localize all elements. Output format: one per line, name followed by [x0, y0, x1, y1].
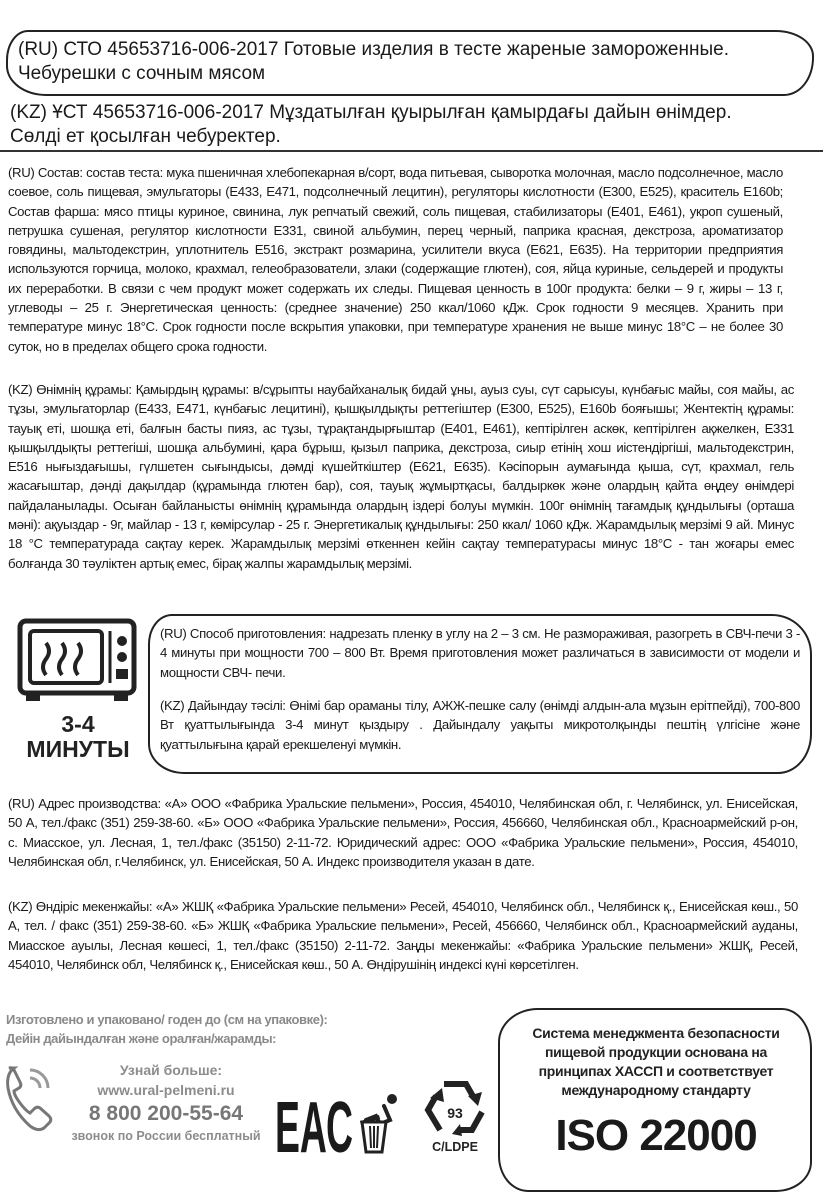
composition-ru-text: (RU) Состав: состав теста: мука пшеничная хлебопекарная в/сорт, вода питьевая, сыворотка молочная, масло подсолнечное, масло соевое, соль пищевая, эмульгаторы (Е433, Е471, подсолнечный лецитин), регуляторы кислотности (Е300, Е525), краситель Е160b; Состав фарша: мясо птицы куриное, свинина, лук репчатый свежий, соль пищевая, стабилизаторы (Е401, Е461), укроп сушеный, петрушка сушеная, регулятор кислотности Е331, свиной альбумин, перец черный, паприка красная, декстроза, ароматизатор говядины, мальтодекстрин, уплотнитель Е516, экстракт розмарина, усилители вкуса (Е621, Е635). На территории предприятия используются горчица, молоко, крахмал, гелеобразователи, злаки (содержащие глютен), соя, яйца куриные, сельдерей и продукты их переработки. В связи с чем продукт может содержать их следы. Пищевая ценность в 100г продукта: белки – 9 г, жиры – 13 г, углеводы – 25 г. Энергетическая ценность: (среднее значение) 250 ккал/1060 кДж. Срок годности 9 месяцев. Хранить при температуре минус 18°С. Срок годности после вскрытия упаковки, при температуре хранения не выше минус 18°С – не более 30 суток, но в пределах общего срока годности. — [8, 165, 783, 354]
address-kz-text: (KZ) Өндіріс мекенжайы: «А» ЖШҚ «Фабрика Уральские пельмени» Ресей, 454010, Челябинск обл., Челябинск қ., Енисейская көш., 50 А, тел. / факс (351) 259-38-60. «Б» ЖШҚ «Фабрика Уральские пельмени», Ресей, 456660, Челябинск обл., Красноармейский ауданы, Миасское ауылы, Лесная көшесі, 1, тел./факс (35150) 2-11-72. Заңды мекенжайы: «Фабрика Уральские пельмени» ЖШҚ, Ресей, 454010, Челябинск обл, Челябинск қ., Енисейская көш., 50 А. Өндірушінің индексі күні көрсетілген. — [8, 899, 798, 972]
eac-mark-text: ЕАС — [275, 1088, 353, 1168]
preparation-ru-text: (RU) Способ приготовления: надрезать пленку в углу на 2 – 3 см. Не размораживая, разогреть в СВЧ-печи 3 - 4 минуты при мощности 700 – 800 Вт. Время приготовления может различаться в зависимости от модели и мощности СВЧ- печи. — [160, 626, 800, 680]
composition-ru — [8, 163, 783, 356]
ru-title-line2: Чебурешки с сочным мясом — [18, 63, 266, 84]
ru-title-line1: (RU) СТО 45653716-006-2017 Готовые изделия в тесте жареные замороженные. — [18, 39, 729, 60]
recycle-number: 93 — [447, 1105, 463, 1121]
composition-kz-text: (KZ) Өнімнің құрамы: Қамырдың құрамы: в/сұрыпты наубайханалық бидай ұны, ауыз суы, сүт сарысуы, күнбағыс майы, соя майы, ас тұзы, эмульгаторлар (Е433, Е471, күнбағыс лецитині), қышқылдықты реттегіштер (Е300, Е525), Е160b бояғышы; Жентектің құрамы: тауық еті, шошқа еті, балғын басты пияз, ас тұзы, тұрақтандырғыштар (Е401, Е461), кептірілген аскөк, кептірілген ақжелкен, Е331 қышқылдықты реттегіші, шошқа альбумині, қара бұрыш, қызыл паприка, декстроза, сиыр етінің хош иістендіргіші, мальтодекстрин, Е516 нығыздағышы, гүлшетен сығындысы, дәмді күшейткіштер (Е621, Е635). Кәсіпорын аумағында қыша, сүт, крахмал, гель жасағыштар, дәнді дақылдар (құрамында глютен бар), соя, тауық жұмыртқасы, балдыркөк және олардың қайта өңдеу өнімдері пайдаланылады. Осыған байланысты өнімнің құрамында олардың іздері болуы мүмкін. 100г өнімнің тағамдық құндылығы (орташа мәні): ақуыздар - 9г, майлар - 13 г, көмірсулар - 25 г. Энергетикалық құндылығы: 250 ккал/ 1060 кДж. Жарамдылық мерзімі 9 ай. Минус 18 °С температурада сақтау керек. Жарамдылық мерзімі өткеннен кейін сақтау температурасы минус 18°С - тан жоғары емес болғанда 30 тәуліктен артық емес, бірақ жалпы жарамдылық мерзімі. — [8, 382, 794, 571]
haccp-text: Система менеджмента безопасности пищевой продукции основана на принципах ХАССП и соответствует международному стандарту — [532, 1025, 780, 1098]
dates — [6, 1010, 486, 1048]
dates-ru: Изготовлено и упаковано/ годен до (см на упаковке): — [6, 1012, 328, 1027]
learn-more: Узнай больше: — [119, 1062, 223, 1078]
address-kz — [8, 897, 798, 974]
trash-bin-icon — [354, 1092, 404, 1156]
kz-title — [10, 101, 800, 149]
microwave-icon — [16, 617, 138, 703]
dates-kz: Дейін дайындалған және оралған/жарамды: — [6, 1031, 277, 1046]
phone-note: звонок по России бесплатный — [71, 1129, 261, 1143]
minutes-word: МИНУТЫ — [26, 736, 130, 762]
address-ru-text: (RU) Адрес производства: «А» ООО «Фабрика Уральские пельмени», Россия, 454010, Челябинская обл, г. Челябинск, ул. Енисейская, 50 А, тел./факс (351) 259-38-60. «Б» ООО «Фабрика Уральские пельмени», Россия, 456660, Челябинская обл., Красноармейский р-он, с. Миасское, ул. Лесная, 1, тел./факс (35150) 2-11-72. Юридический адрес: ООО «Фабрика Уральские пельмени», Россия, 454010, Челябинская обл, г.Челябинск, ул. Енисейская, 50 А. Индекс производителя указан в дате. — [8, 796, 798, 869]
preparation-kz — [160, 696, 800, 754]
website-link[interactable]: www.ural-pelmeni.ru — [97, 1082, 235, 1098]
phone-icon — [4, 1064, 54, 1132]
kz-title-line1: (KZ) ҰСТ 45653716-006-2017 Мұздатылған қуырылған қамырдағы дайын өнімдер. — [10, 102, 732, 123]
preparation-ru — [160, 624, 800, 682]
phone-number[interactable]: 8 800 200-55-64 — [88, 1102, 244, 1125]
preparation-kz-text: (KZ) Дайындау тәсілі: Өнімі бар ораманы тілу, АЖЖ-пешке салу (өнімді алдын-ала мұзын ерітпейді), 700-800 Вт қуаттылығында 3-4 минут қыздыру . Дайындалу уақыты микротолқынды пештің үлгісіне және қуаттылығына қарай ерекшеленуі мүмкін. — [160, 698, 800, 752]
recycle-icon — [418, 1078, 492, 1138]
recycle-code: C/LDPE — [432, 1140, 478, 1154]
iso-standard: ISO 22000 — [555, 1111, 757, 1160]
minutes-number: 3-4 — [61, 711, 95, 737]
eac-mark-icon — [274, 1080, 354, 1168]
minutes-label — [12, 712, 144, 762]
contacts — [56, 1060, 276, 1144]
divider-top — [0, 150, 823, 152]
composition-kz — [8, 380, 794, 573]
kz-title-line2: Сөлді ет қосылған чебуректер. — [10, 126, 281, 147]
ru-title — [18, 38, 798, 86]
address-ru — [8, 794, 798, 871]
